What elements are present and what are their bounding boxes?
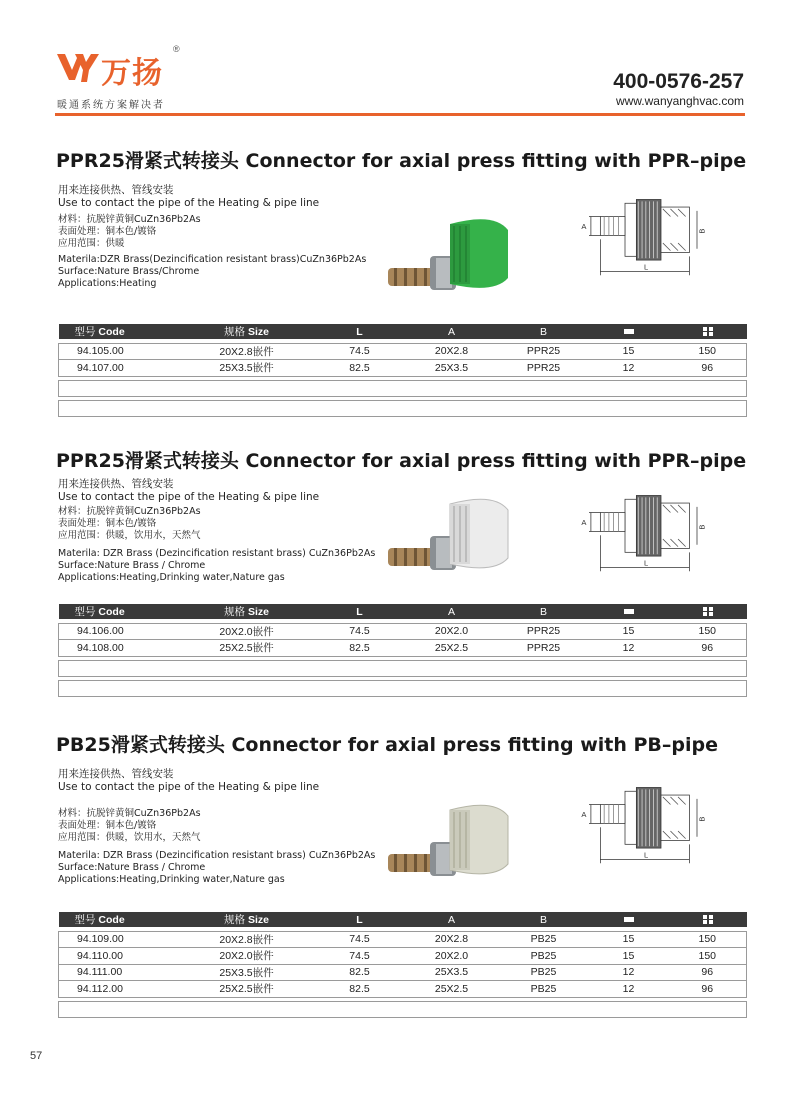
cell-a: 20X2.0 bbox=[405, 623, 499, 640]
dim-a-label: A bbox=[581, 221, 587, 231]
spec-zh bbox=[58, 214, 201, 250]
cell-box: 150 bbox=[669, 343, 747, 360]
cell-box: 150 bbox=[669, 623, 747, 640]
cell-l: 82.5 bbox=[315, 360, 405, 377]
col-pack bbox=[589, 604, 669, 619]
cell-b: PPR25 bbox=[499, 360, 589, 377]
cell-pack: 12 bbox=[589, 360, 669, 377]
cell-code: 94.105.00 bbox=[59, 343, 179, 360]
dim-l-label: L bbox=[643, 850, 649, 860]
section-title: PPR25滑紧式转接头 Connector for axial press fitting with PPR–pipe bbox=[56, 450, 747, 472]
dim-a-label: A bbox=[581, 517, 587, 527]
material-en: Materila:DZR Brass(Dezincification resistant brass)CuZn36Pb2As bbox=[58, 254, 367, 265]
material-zh: 材料：抗脱锌黄铜CuZn36Pb2As bbox=[58, 506, 201, 517]
material-zh: 材料：抗脱锌黄铜CuZn36Pb2As bbox=[58, 214, 201, 225]
dim-b-label: B bbox=[697, 816, 707, 822]
surface-zh: 表面处理：铜本色/镀铬 bbox=[58, 226, 157, 237]
cell-size: 25X2.5嵌件 bbox=[179, 640, 315, 657]
spec-en bbox=[58, 254, 366, 290]
section-title: PB25滑紧式转接头 Connector for axial press fitting with PB–pipe bbox=[56, 734, 719, 756]
usage-text bbox=[58, 768, 319, 794]
small-pack-icon bbox=[624, 917, 634, 922]
carton-box-icon bbox=[703, 607, 713, 616]
dim-l-label: L bbox=[643, 558, 649, 568]
cell-l: 82.5 bbox=[315, 981, 405, 998]
cell-b: PB25 bbox=[499, 964, 589, 981]
carton-box-icon bbox=[703, 915, 713, 924]
cell-b: PB25 bbox=[499, 981, 589, 998]
surface-en: Surface:Nature Brass/Chrome bbox=[58, 266, 200, 277]
cell-size: 20X2.8嵌件 bbox=[179, 931, 315, 948]
surface-zh: 表面处理：铜本色/镀铬 bbox=[58, 518, 157, 529]
col-code: 型号 Code bbox=[59, 912, 179, 927]
application-zh: 应用范围：供暖，饮用水，天然气 bbox=[58, 832, 201, 843]
cell-code: 94.107.00 bbox=[59, 360, 179, 377]
technical-drawing bbox=[568, 486, 718, 576]
cell-box: 96 bbox=[669, 360, 747, 377]
col-l: L bbox=[315, 324, 405, 339]
dim-l-label: L bbox=[643, 262, 649, 272]
cell-code: 94.112.00 bbox=[59, 981, 179, 998]
table-row bbox=[59, 931, 747, 948]
table-row bbox=[59, 948, 747, 965]
cell-l: 74.5 bbox=[315, 623, 405, 640]
col-b: B bbox=[499, 324, 589, 339]
usage-en: Use to contact the pipe of the Heating & pipe line bbox=[58, 491, 320, 503]
cell-b: PPR25 bbox=[499, 343, 589, 360]
cell-size: 25X2.5嵌件 bbox=[179, 981, 315, 998]
cell-size: 20X2.8嵌件 bbox=[179, 343, 315, 360]
col-box bbox=[669, 324, 747, 339]
material-zh: 材料：抗脱锌黄铜CuZn36Pb2As bbox=[58, 808, 201, 819]
cell-size: 25X3.5嵌件 bbox=[179, 964, 315, 981]
cell-box: 96 bbox=[669, 964, 747, 981]
col-size: 规格 Size bbox=[179, 604, 315, 619]
cell-pack: 15 bbox=[589, 948, 669, 965]
section-title: PPR25滑紧式转接头 Connector for axial press fitting with PPR–pipe bbox=[56, 150, 747, 172]
technical-drawing bbox=[568, 778, 718, 868]
cell-b: PPR25 bbox=[499, 623, 589, 640]
col-pack bbox=[589, 324, 669, 339]
cell-pack: 15 bbox=[589, 623, 669, 640]
col-b: B bbox=[499, 912, 589, 927]
page-number: 57 bbox=[30, 1050, 43, 1062]
col-a: A bbox=[405, 604, 499, 619]
cell-size: 25X3.5嵌件 bbox=[179, 360, 315, 377]
col-l: L bbox=[315, 912, 405, 927]
material-en: Materila: DZR Brass (Dezincification resistant brass) CuZn36Pb2As bbox=[58, 850, 376, 861]
spec-table bbox=[58, 912, 747, 1018]
product-photo bbox=[384, 792, 534, 892]
col-code: 型号 Code bbox=[59, 324, 179, 339]
table-row bbox=[59, 640, 747, 657]
cell-size: 20X2.0嵌件 bbox=[179, 948, 315, 965]
registered-mark: ® bbox=[173, 44, 180, 54]
spec-en bbox=[58, 850, 375, 886]
usage-en: Use to contact the pipe of the Heating & pipe line bbox=[58, 781, 320, 793]
cell-box: 150 bbox=[669, 931, 747, 948]
cell-a: 25X2.5 bbox=[405, 981, 499, 998]
table-row bbox=[59, 981, 747, 998]
cell-pack: 15 bbox=[589, 343, 669, 360]
usage-zh: 用来连接供热、管线安装 bbox=[58, 768, 174, 780]
product-photo bbox=[384, 486, 534, 586]
table-header bbox=[59, 604, 747, 619]
table-row-empty bbox=[59, 400, 747, 416]
cell-pack: 12 bbox=[589, 640, 669, 657]
usage-zh: 用来连接供热、管线安装 bbox=[58, 184, 174, 196]
dim-b-label: B bbox=[697, 524, 707, 530]
section-pb25 bbox=[56, 730, 748, 1020]
table-row-empty bbox=[59, 380, 747, 396]
col-pack bbox=[589, 912, 669, 927]
carton-box-icon bbox=[703, 327, 713, 336]
spec-table bbox=[58, 324, 747, 417]
col-a: A bbox=[405, 324, 499, 339]
material-en: Materila: DZR Brass (Dezincification resistant brass) CuZn36Pb2As bbox=[58, 548, 376, 559]
brand-name: 万扬 bbox=[101, 56, 163, 91]
surface-en: Surface:Nature Brass / Chrome bbox=[58, 560, 206, 571]
cell-code: 94.109.00 bbox=[59, 931, 179, 948]
cell-code: 94.110.00 bbox=[59, 948, 179, 965]
cell-a: 25X2.5 bbox=[405, 640, 499, 657]
col-a: A bbox=[405, 912, 499, 927]
product-fitting-icon bbox=[388, 499, 508, 570]
surface-zh: 表面处理：铜本色/镀铬 bbox=[58, 820, 157, 831]
application-zh: 应用范围：供暖，饮用水，天然气 bbox=[58, 530, 201, 541]
spec-zh bbox=[58, 808, 201, 844]
cell-b: PB25 bbox=[499, 948, 589, 965]
cell-size: 20X2.0嵌件 bbox=[179, 623, 315, 640]
table-header bbox=[59, 324, 747, 339]
cell-a: 20X2.8 bbox=[405, 343, 499, 360]
cell-l: 74.5 bbox=[315, 343, 405, 360]
cell-b: PB25 bbox=[499, 931, 589, 948]
table-row-empty bbox=[59, 660, 747, 676]
product-fitting-icon bbox=[388, 219, 508, 290]
cell-l: 82.5 bbox=[315, 964, 405, 981]
application-en: Applications:Heating,Drinking water,Nature gas bbox=[58, 874, 285, 885]
cell-code: 94.106.00 bbox=[59, 623, 179, 640]
dim-b-label: B bbox=[697, 228, 707, 234]
cell-l: 74.5 bbox=[315, 948, 405, 965]
col-box bbox=[669, 912, 747, 927]
col-size: 规格 Size bbox=[179, 324, 315, 339]
table-row bbox=[59, 360, 747, 377]
cell-pack: 12 bbox=[589, 981, 669, 998]
table-row-empty bbox=[59, 680, 747, 696]
cell-pack: 15 bbox=[589, 931, 669, 948]
spec-zh bbox=[58, 506, 201, 542]
technical-drawing bbox=[568, 190, 718, 280]
table-row bbox=[59, 623, 747, 640]
product-fitting-icon bbox=[388, 805, 508, 876]
cell-l: 82.5 bbox=[315, 640, 405, 657]
phone-number: 400-0576-257 bbox=[613, 70, 744, 93]
brand-logo bbox=[55, 44, 185, 111]
application-en: Applications:Heating bbox=[58, 278, 157, 289]
cell-a: 20X2.8 bbox=[405, 931, 499, 948]
surface-en: Surface:Nature Brass / Chrome bbox=[58, 862, 206, 873]
usage-text bbox=[58, 478, 319, 504]
dim-a-label: A bbox=[581, 809, 587, 819]
usage-text bbox=[58, 184, 319, 210]
col-l: L bbox=[315, 604, 405, 619]
wy-logo-icon bbox=[55, 50, 99, 86]
small-pack-icon bbox=[624, 609, 634, 614]
cell-box: 150 bbox=[669, 948, 747, 965]
col-b: B bbox=[499, 604, 589, 619]
product-photo bbox=[384, 206, 534, 306]
cell-box: 96 bbox=[669, 640, 747, 657]
section-ppr25-heating bbox=[56, 146, 748, 416]
cell-code: 94.108.00 bbox=[59, 640, 179, 657]
cell-a: 25X3.5 bbox=[405, 964, 499, 981]
usage-zh: 用来连接供热、管线安装 bbox=[58, 478, 174, 490]
col-box bbox=[669, 604, 747, 619]
spec-en bbox=[58, 548, 375, 584]
small-pack-icon bbox=[624, 329, 634, 334]
table-row bbox=[59, 964, 747, 981]
cell-b: PPR25 bbox=[499, 640, 589, 657]
spec-table bbox=[58, 604, 747, 697]
application-en: Applications:Heating,Drinking water,Nature gas bbox=[58, 572, 285, 583]
table-row bbox=[59, 343, 747, 360]
section-ppr25-multi bbox=[56, 446, 748, 686]
header-divider bbox=[55, 113, 745, 116]
website-link[interactable]: www.wanyanghvac.com bbox=[615, 94, 744, 108]
cell-pack: 12 bbox=[589, 964, 669, 981]
cell-l: 74.5 bbox=[315, 931, 405, 948]
cell-a: 25X3.5 bbox=[405, 360, 499, 377]
cell-a: 20X2.0 bbox=[405, 948, 499, 965]
cell-code: 94.111.00 bbox=[59, 964, 179, 981]
col-code: 型号 Code bbox=[59, 604, 179, 619]
application-zh: 应用范围：供暖 bbox=[58, 238, 125, 249]
usage-en: Use to contact the pipe of the Heating & pipe line bbox=[58, 197, 320, 209]
table-header bbox=[59, 912, 747, 927]
brand-tagline: 暖通系统方案解决者 bbox=[57, 100, 165, 111]
col-size: 规格 Size bbox=[179, 912, 315, 927]
cell-box: 96 bbox=[669, 981, 747, 998]
table-row-empty bbox=[59, 1001, 747, 1017]
